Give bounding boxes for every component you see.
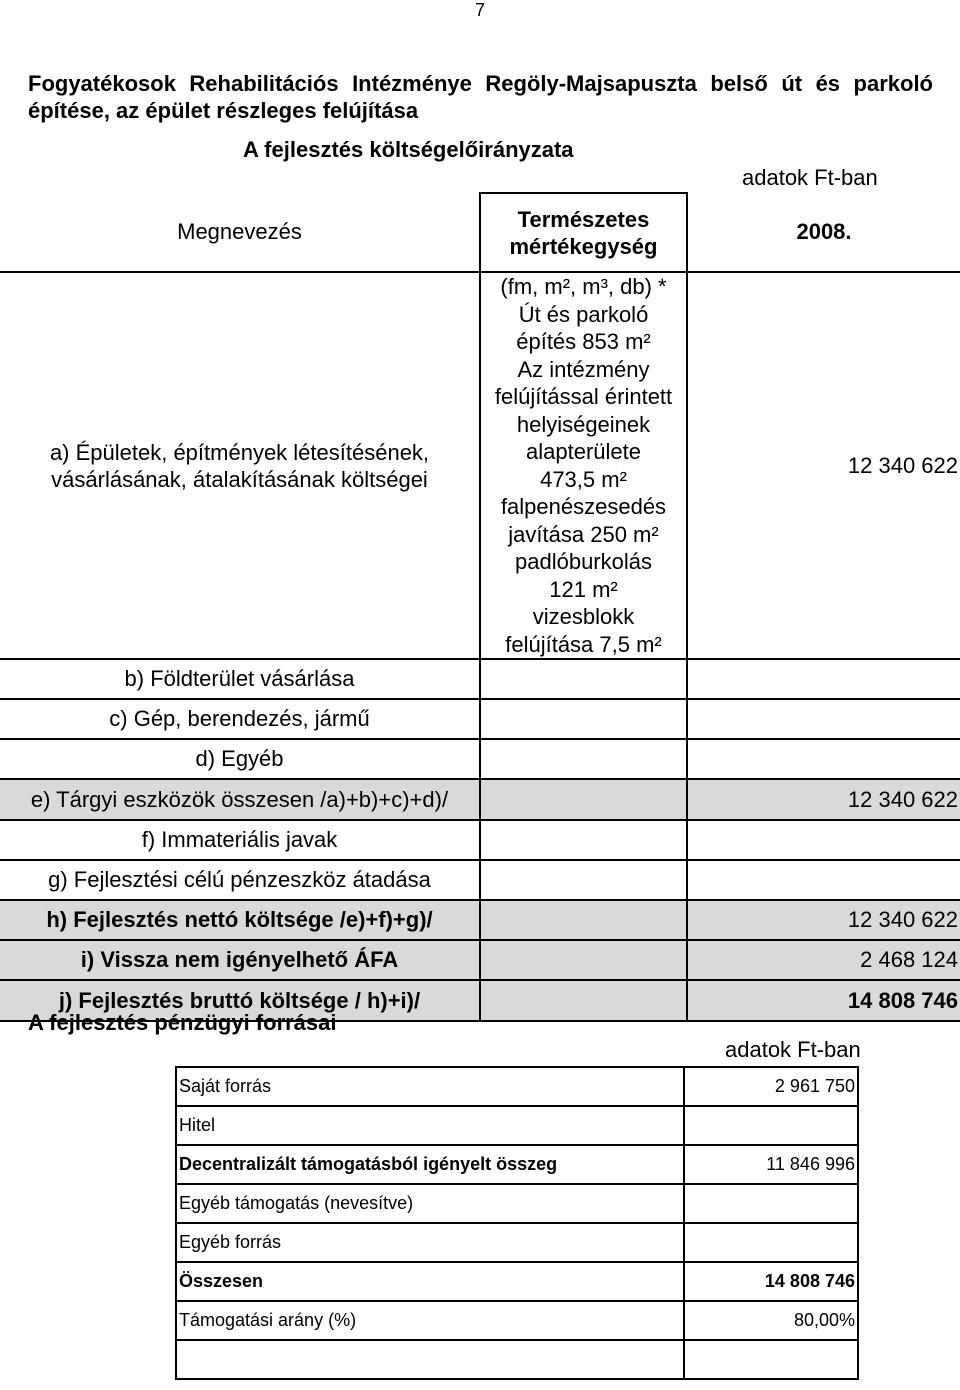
funding-row-loan-label: Hitel — [176, 1106, 684, 1145]
measure-line: 121 m² — [549, 576, 618, 602]
row-d-measure — [480, 739, 687, 779]
row-h — [0, 900, 960, 940]
measure-line: felújítással érintett — [494, 384, 673, 409]
row-c-value — [687, 699, 960, 739]
funding-row-own-value: 2 961 750 — [684, 1067, 858, 1106]
funding-row-other-support-label: Egyéb támogatás (nevesítve) — [176, 1184, 684, 1223]
funding-table — [175, 1066, 859, 1380]
row-i-label: i) Vissza nem igényelhető ÁFA — [0, 940, 480, 980]
funding-row-loan-value — [684, 1106, 858, 1145]
measure-line: padlóburkolás — [515, 549, 652, 574]
row-e-value: 12 340 622 — [687, 779, 960, 820]
row-a-label-line1: a) Épületek, építmények létesítésének, — [49, 439, 430, 465]
row-b-measure — [480, 659, 687, 699]
row-e-measure — [480, 779, 687, 820]
row-g-value — [687, 860, 960, 900]
row-a — [0, 272, 960, 659]
header-measure-line2: mértékegység — [509, 233, 658, 259]
row-c-measure — [480, 699, 687, 739]
row-g-label: g) Fejlesztési célú pénzeszköz átadása — [0, 860, 480, 900]
funding-unit-note: adatok Ft-ban — [725, 1037, 861, 1062]
unit-note: adatok Ft-ban — [742, 165, 878, 190]
row-e-label: e) Tárgyi eszközök összesen /a)+b)+c)+d)/ — [0, 779, 480, 820]
row-c-label: c) Gép, berendezés, jármű — [0, 699, 480, 739]
funding-row-ratio — [176, 1301, 858, 1340]
row-i-measure — [480, 940, 687, 980]
funding-row-empty — [176, 1340, 858, 1379]
funding-row-total — [176, 1262, 858, 1301]
row-d — [0, 739, 960, 779]
measure-line: javítása 250 m² — [508, 521, 659, 547]
document-title: Fogyatékosok Rehabilitációs Intézménye Regöly-Majsapuszta belső út és parkoló építése, az épület részleges felújítása — [28, 71, 933, 123]
measure-line: alapterülete — [526, 439, 641, 464]
page-number: 7 — [474, 0, 485, 20]
row-j-label: j) Fejlesztés bruttó költsége / h)+i)/ — [0, 980, 480, 1021]
row-f — [0, 820, 960, 860]
row-j-measure — [480, 980, 687, 1021]
funding-row-total-value: 14 808 746 — [684, 1262, 858, 1301]
row-f-measure — [480, 820, 687, 860]
row-h-measure — [480, 900, 687, 940]
measure-line: felújítása 7,5 m² — [505, 631, 662, 657]
measure-line: 473,5 m² — [540, 466, 627, 492]
funding-row-empty-label — [176, 1340, 684, 1379]
row-i-value: 2 468 124 — [687, 940, 960, 980]
header-measure-line1: Természetes — [517, 206, 650, 232]
header-row — [0, 193, 960, 272]
row-a-label-line2: vásárlásának, átalakításának költségei — [51, 466, 428, 492]
row-b-value — [687, 659, 960, 699]
funding-row-own — [176, 1067, 858, 1106]
measure-line: helyiségeinek — [516, 411, 651, 437]
funding-row-other-source-label: Egyéb forrás — [176, 1223, 684, 1262]
measure-line: Az intézmény — [517, 356, 650, 382]
row-j-value: 14 808 746 — [687, 980, 960, 1021]
measure-line: falpenészesedés — [500, 494, 667, 519]
measure-line: Út és parkoló — [518, 301, 649, 327]
row-b-label: b) Földterület vásárlása — [0, 659, 480, 699]
funding-row-decentral — [176, 1145, 858, 1184]
row-d-label: d) Egyéb — [0, 739, 480, 779]
row-h-value: 12 340 622 — [687, 900, 960, 940]
funding-row-loan — [176, 1106, 858, 1145]
funding-row-decentral-label: Decentralizált támogatásból igényelt összeg — [176, 1145, 684, 1184]
funding-row-other-source — [176, 1223, 858, 1262]
header-name: Megnevezés — [0, 193, 480, 272]
measure-lines — [481, 301, 686, 659]
funding-row-ratio-label: Támogatási arány (%) — [176, 1301, 684, 1340]
funding-row-other-support-value — [684, 1184, 858, 1223]
row-f-value — [687, 820, 960, 860]
funding-row-other-source-value — [684, 1223, 858, 1262]
row-g — [0, 860, 960, 900]
document-subtitle: A fejlesztés költségelőirányzata — [243, 137, 574, 162]
funding-row-other-support — [176, 1184, 858, 1223]
row-h-label: h) Fejlesztés nettó költsége /e)+f)+g)/ — [0, 900, 480, 940]
row-c — [0, 699, 960, 739]
funding-title: A fejlesztés pénzügyi forrásai — [28, 1010, 337, 1035]
header-measure — [480, 193, 687, 272]
row-i — [0, 940, 960, 980]
funding-row-decentral-value: 11 846 996 — [684, 1145, 858, 1184]
row-a-label — [0, 272, 480, 659]
funding-row-ratio-value: 80,00% — [684, 1301, 858, 1340]
funding-row-empty-value — [684, 1340, 858, 1379]
measure-line: építés 853 m² — [516, 329, 651, 354]
row-a-value: 12 340 622 — [687, 272, 960, 659]
funding-row-own-label: Saját forrás — [176, 1067, 684, 1106]
row-b — [0, 659, 960, 699]
measure-description — [480, 272, 687, 659]
header-measure-line3: (fm, m², m³, db) * — [500, 274, 667, 299]
row-d-value — [687, 739, 960, 779]
measure-line: vizesblokk — [532, 604, 635, 629]
row-e — [0, 779, 960, 820]
header-year: 2008. — [687, 193, 960, 272]
funding-row-total-label: Összesen — [176, 1262, 684, 1301]
cost-table — [0, 192, 960, 1022]
row-g-measure — [480, 860, 687, 900]
row-f-label: f) Immateriális javak — [0, 820, 480, 860]
